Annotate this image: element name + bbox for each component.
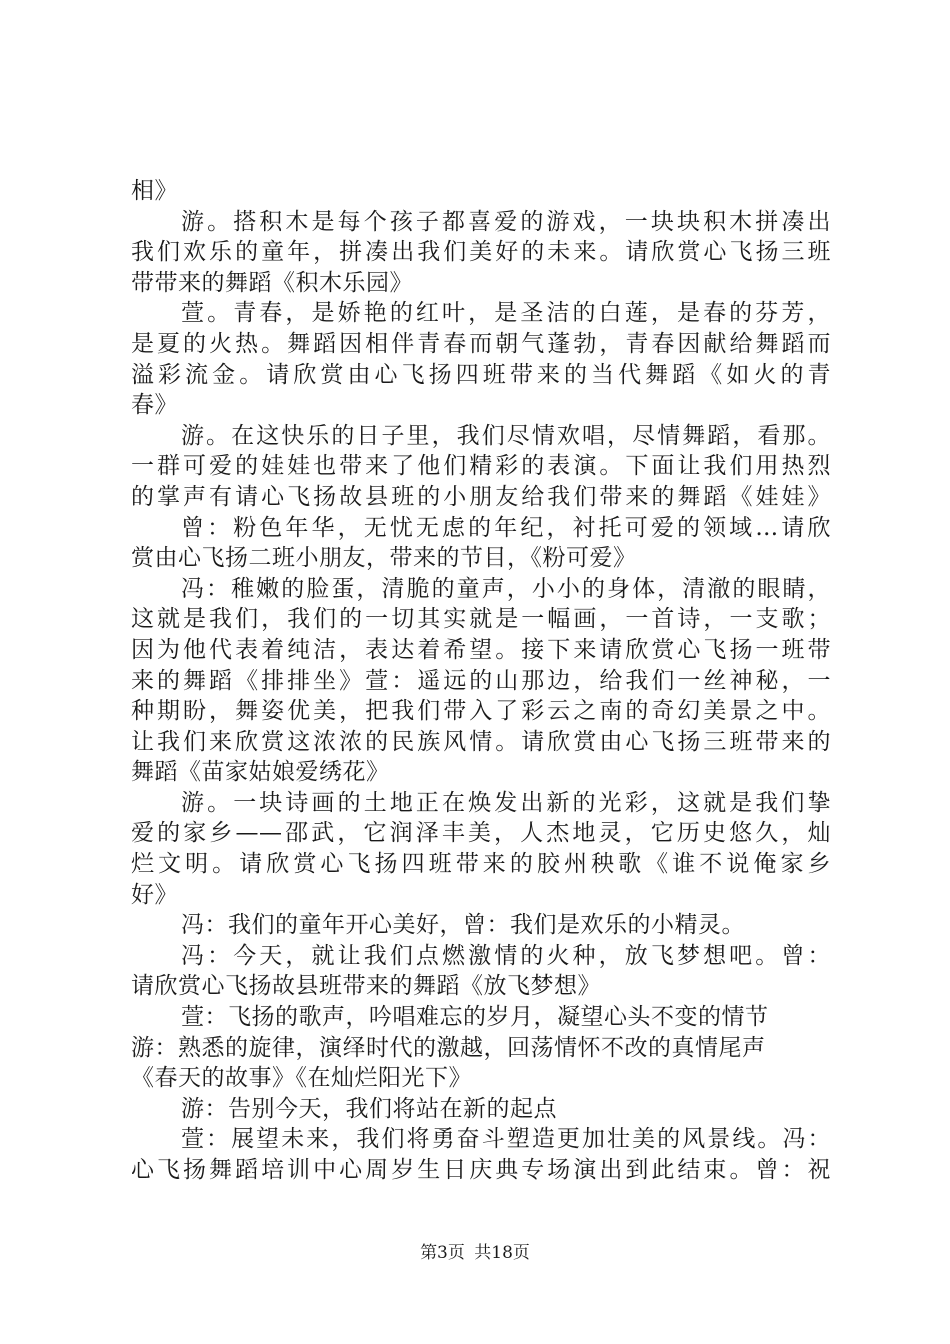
- text-line: 萱：飞扬的歌声，吟唱难忘的岁月，凝望心头不变的情节: [181, 1004, 769, 1031]
- text-line: 舞蹈《苗家姑娘爱绣花》: [131, 759, 390, 786]
- text-line: 冯：稚嫩的脸蛋，清脆的童声，小小的身体，清澈的眼睛，: [181, 575, 831, 602]
- text-line: 好》: [131, 881, 178, 908]
- text-line: 游：熟悉的旋律，演绎时代的激越，回荡情怀不改的真情尾声: [131, 1034, 766, 1061]
- text-line: 萱：展望未来，我们将勇奋斗塑造更加壮美的风景线。冯：: [181, 1126, 831, 1153]
- text-line: 让我们来欣赏这浓浓的民族风情。请欣赏由心飞扬三班带来的: [131, 728, 831, 755]
- text-line: 我们欢乐的童年，拼凑出我们美好的未来。请欣赏心飞扬三班: [131, 239, 831, 266]
- text-line: 曾：粉色年华，无忧无虑的年纪，衬托可爱的领域…请欣: [181, 514, 831, 541]
- text-line: 来的舞蹈《排排坐》萱：遥远的山那边，给我们一丝神秘，一: [131, 667, 831, 694]
- text-line: 《春天的故事》《在灿烂阳光下》: [131, 1065, 472, 1092]
- text-line: 游：告别今天，我们将站在新的起点: [181, 1095, 557, 1122]
- text-line: 冯：我们的童年开心美好，曾：我们是欢乐的小精灵。: [181, 912, 745, 939]
- text-line: 春》: [131, 392, 178, 419]
- text-line: 因为他代表着纯洁，表达着希望。接下来请欣赏心飞扬一班带: [131, 636, 831, 663]
- text-line: 爱的家乡——邵武，它润泽丰美，人杰地灵，它历史悠久，灿: [131, 820, 831, 847]
- text-line: 是夏的火热。舞蹈因相伴青春而朝气蓬勃，青春因献给舞蹈而: [131, 330, 831, 357]
- text-line: 游。一块诗画的土地正在焕发出新的光彩，这就是我们挚: [181, 789, 831, 816]
- text-line: 烂文明。请欣赏心飞扬四班带来的胶州秧歌《谁不说俺家乡: [131, 851, 831, 878]
- text-line: 相》: [131, 178, 178, 204]
- text-line: 一群可爱的娃娃也带来了他们精彩的表演。下面让我们用热烈: [131, 453, 831, 480]
- text-line: 冯：今天，就让我们点燃激情的火种，放飞梦想吧。曾：: [181, 942, 831, 969]
- text-line: 溢彩流金。请欣赏由心飞扬四班带来的当代舞蹈《如火的青: [131, 361, 831, 388]
- page-footer: [0, 1238, 950, 1263]
- total-pages: 共18页: [474, 1243, 530, 1263]
- text-line: 萱。青春，是娇艳的红叶，是圣洁的白莲，是春的芬芳，: [181, 300, 831, 327]
- text-line: 游。在这快乐的日子里，我们尽情欢唱，尽情舞蹈，看那。: [181, 422, 831, 449]
- text-line: 游。搭积木是每个孩子都喜爱的游戏，一块块积木拼凑出: [181, 208, 831, 235]
- text-line: 的掌声有请心飞扬故县班的小朋友给我们带来的舞蹈《娃娃》: [131, 483, 831, 510]
- text-line: 带带来的舞蹈《积木乐园》: [131, 269, 413, 296]
- page-number: 第3页: [420, 1243, 465, 1263]
- text-line: 请欣赏心飞扬故县班带来的舞蹈《放飞梦想》: [131, 973, 601, 1000]
- text-line: 心飞扬舞蹈培训中心周岁生日庆典专场演出到此结束。曾：祝: [131, 1157, 831, 1183]
- text-line: 赏由心飞扬二班小朋友，带来的节目，《粉可爱》: [131, 545, 637, 572]
- text-line: 种期盼，舞姿优美，把我们带入了彩云之南的奇幻美景之中。: [131, 698, 831, 725]
- text-line: 这就是我们，我们的一切其实就是一幅画，一首诗，一支歌；: [131, 606, 831, 633]
- document-body: [131, 176, 831, 1186]
